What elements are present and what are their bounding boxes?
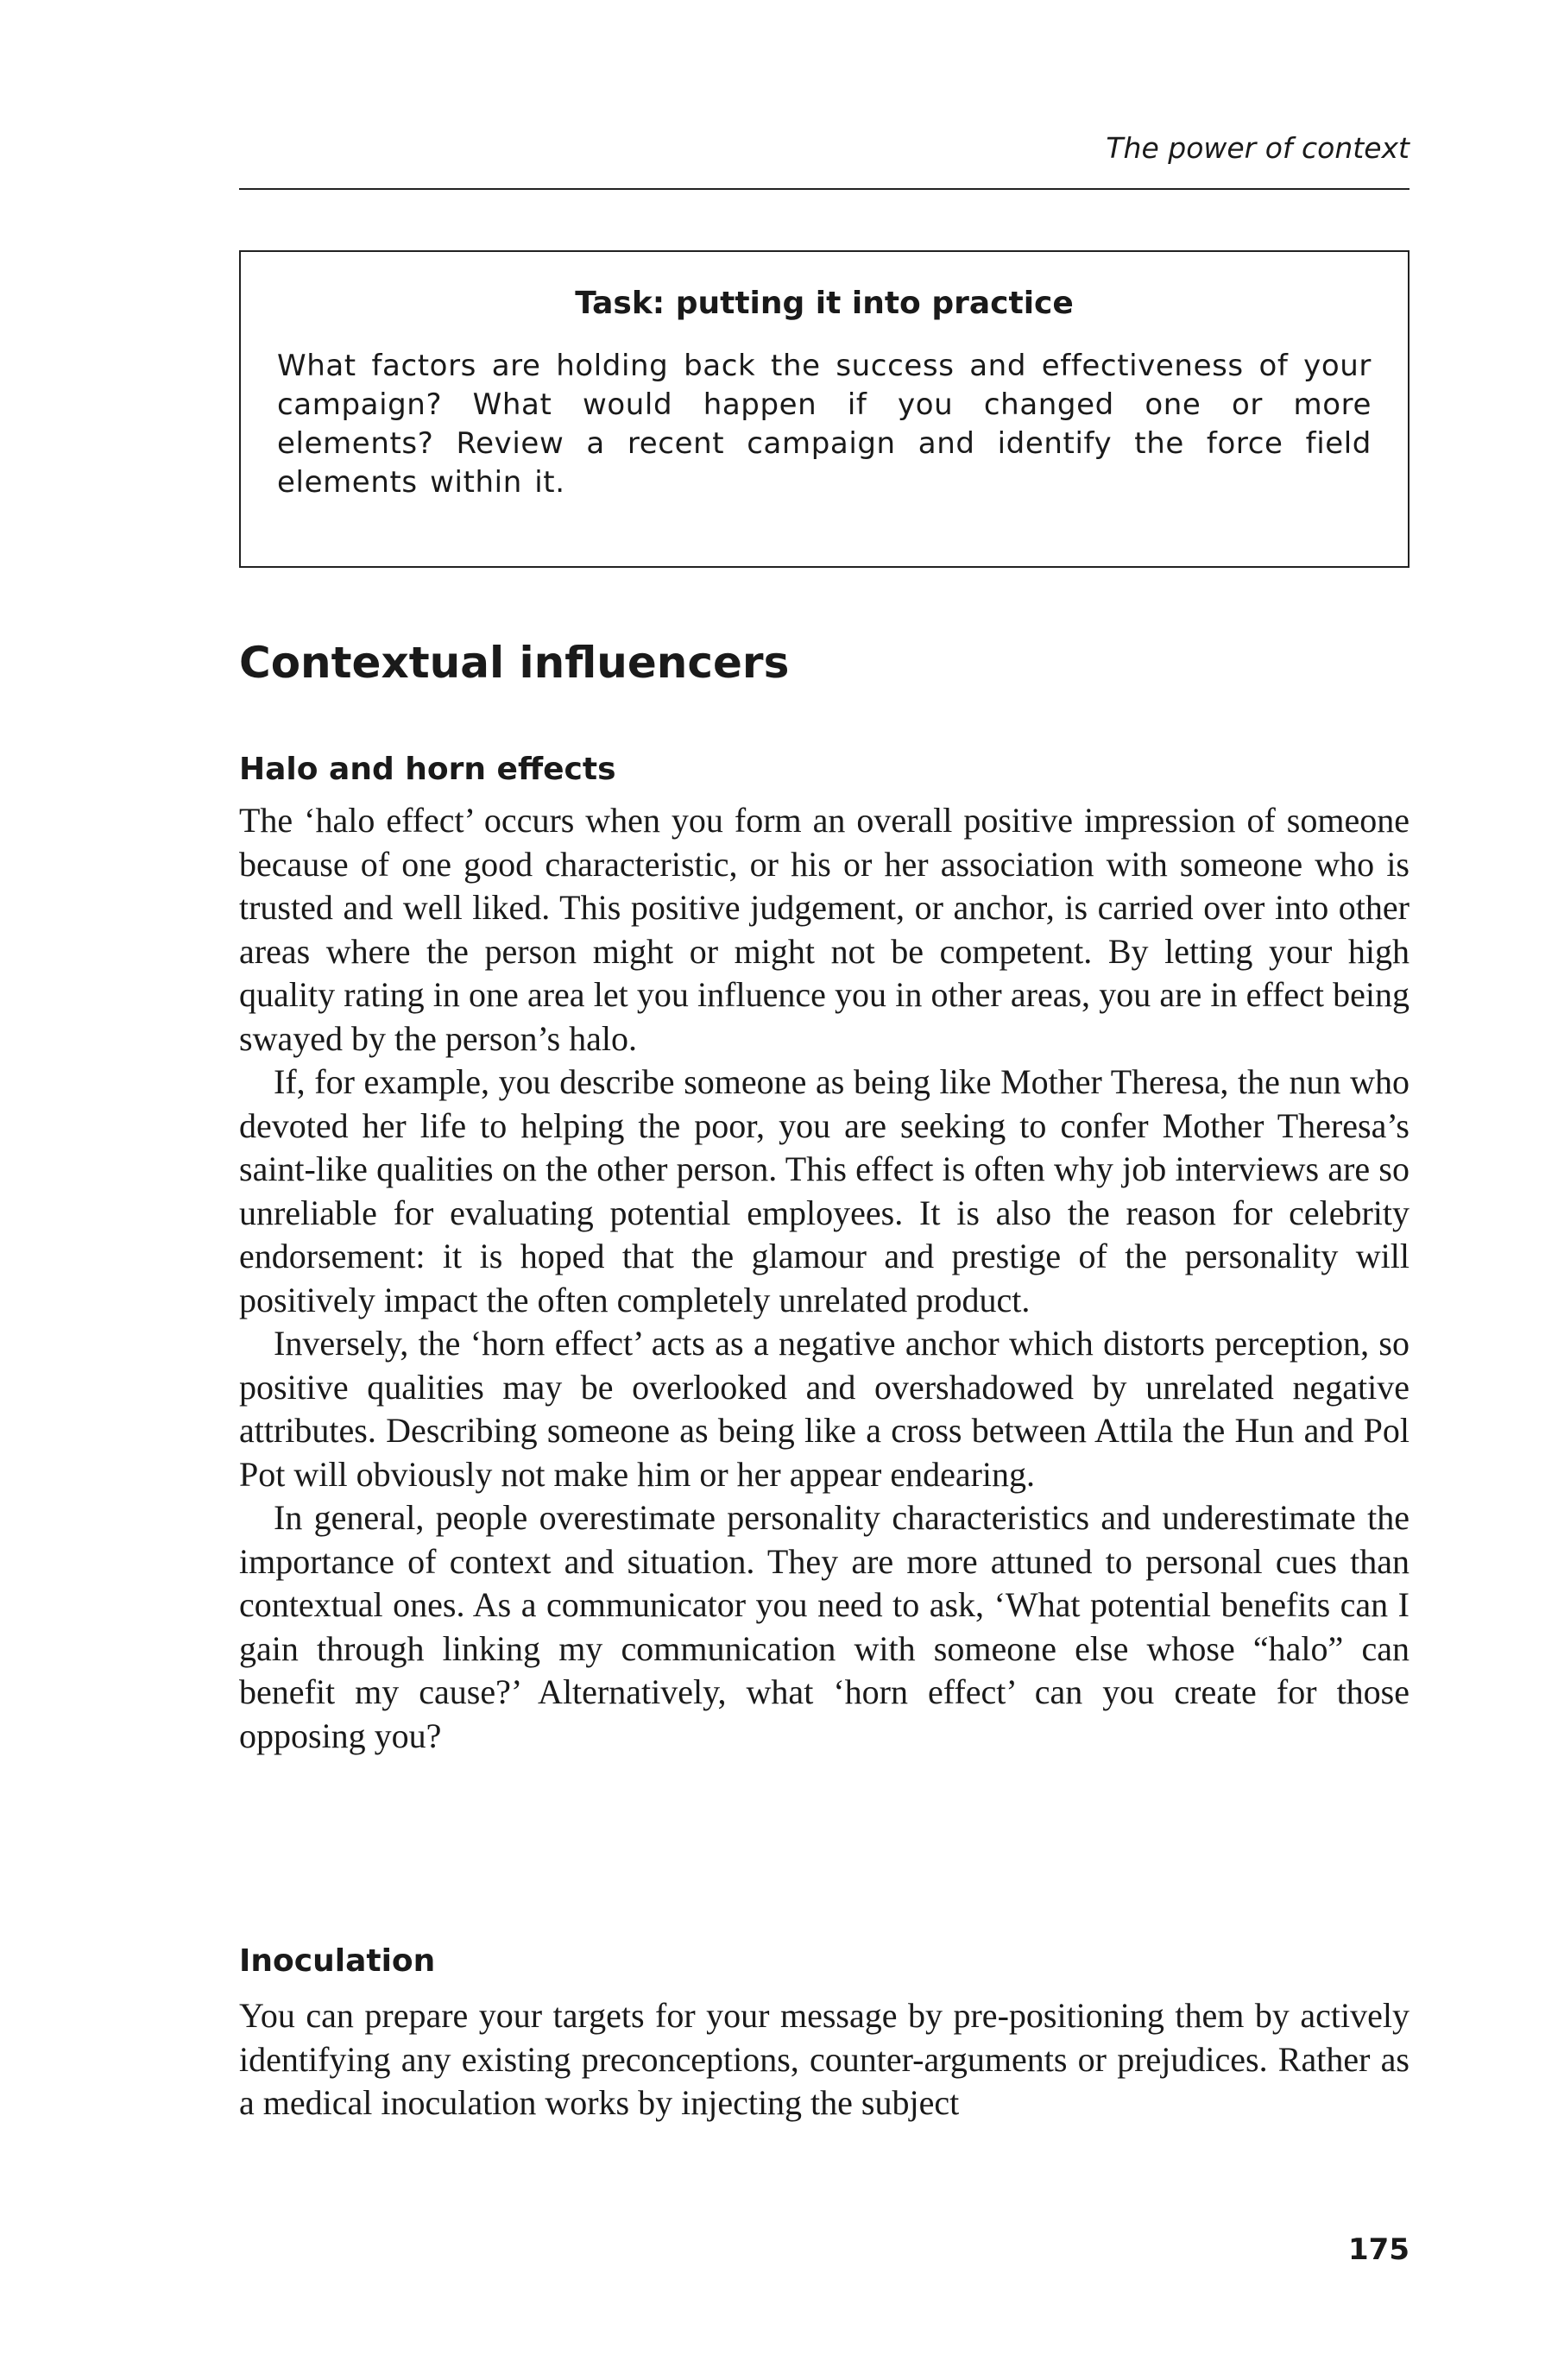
halo-paragraph-2: If, for example, you describe someone as being like Mother Theresa, the nun who devoted her life to helping the poor, you are seeking to confer Mother Theresa’s saint-like qualities on the other person. This effect is often why job interviews are so unreliable for evaluating potential employees. It is also the reason for celebrity endorsement: it is hoped that the glamour and prestige of the personality will positively impact the often completely unrelated product. <box>239 1062 1409 1319</box>
page-number: 175 <box>1348 2232 1409 2267</box>
halo-section-body <box>239 799 1409 1758</box>
running-head: The power of context <box>1106 131 1409 165</box>
halo-paragraph-1: The ‘halo effect’ occurs when you form an overall positive impression of someone because of one good characteristic, or his or her association with someone who is trusted and well liked. This positive judgement, or anchor, is carried over into other areas where the person might or might not be competent. By letting your high quality rating in one area let you influence you in other areas, you are in effect being swayed by the person’s halo. <box>239 801 1409 1058</box>
halo-paragraph-4: In general, people overestimate personality characteristics and underestimate the importance of context and situation. They are more attuned to personal cues than contextual ones. As a communicator you need to ask, ‘What potential benefits can I gain through linking my communication with someone else whose “halo” can benefit my cause?’ Alternatively, what ‘horn effect’ can you create for those opposing you? <box>239 1498 1409 1755</box>
task-box-body: What factors are holding back the success and effectiveness of your campaign? What would happen if you changed one or more elements? Review a recent campaign and identify the force field elements within it. <box>277 349 1372 500</box>
halo-paragraph-3: Inversely, the ‘horn effect’ acts as a negative anchor which distorts perception, so positive qualities may be overlooked and overshadowed by unrelated negative attributes. Describing someone as being like a cross between Attila the Hun and Pol Pot will obviously not make him or her appear endearing. <box>239 1324 1409 1494</box>
inoculation-section-heading: Inoculation <box>239 1943 436 1979</box>
header-rule <box>239 188 1409 190</box>
inoculation-paragraph-1: You can prepare your targets for your message by pre-positioning them by actively identifying any existing preconceptions, counter-arguments or prejudices. Rather as a medical inoculation works by injecting the subject <box>239 1996 1409 2122</box>
task-box <box>239 250 1409 568</box>
halo-section-heading: Halo and horn effects <box>239 752 616 787</box>
inoculation-section-body <box>239 1994 1409 2125</box>
task-box-title: Task: putting it into practice <box>575 286 1074 321</box>
section-title: Contextual influencers <box>239 638 790 688</box>
